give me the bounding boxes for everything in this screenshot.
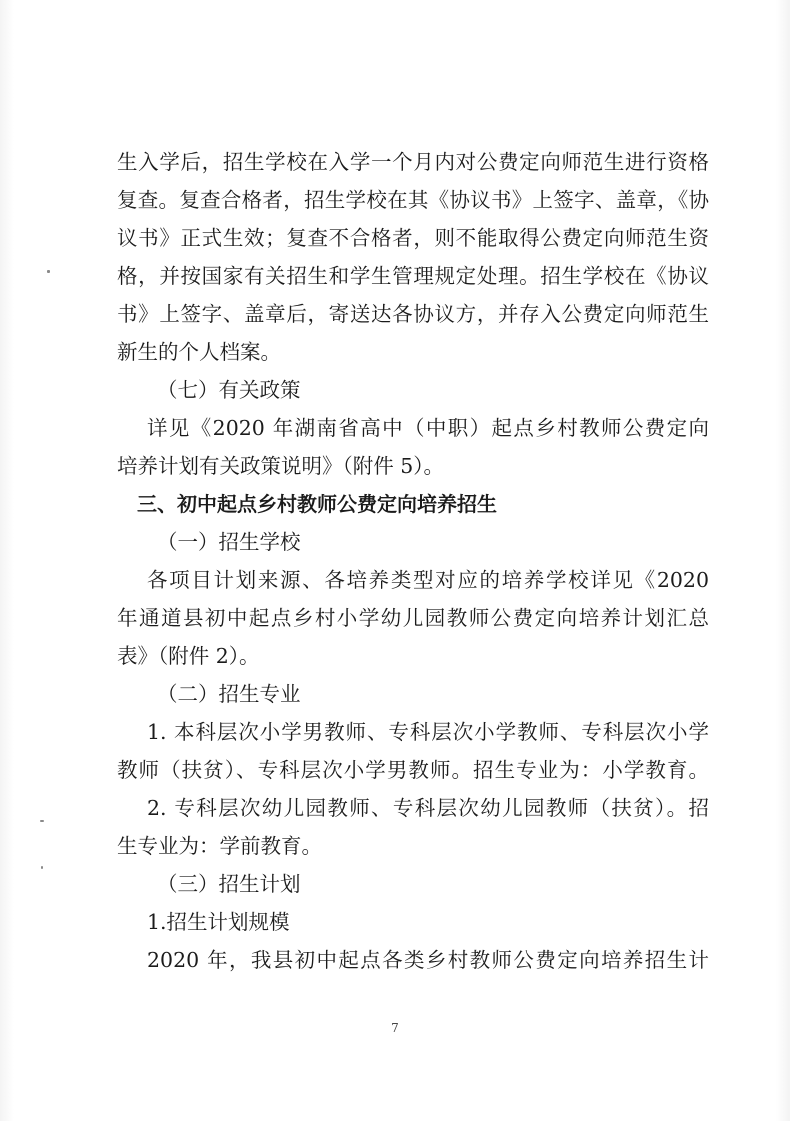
scan-speck: [41, 866, 43, 869]
body-text-line: 新生的个人档案。: [117, 340, 281, 364]
body-text-line: 详见《2020 年湖南省高中（中职）起点乡村教师公费定向: [147, 416, 709, 440]
body-text-line: 生入学后，招生学校在入学一个月内对公费定向师范生进行资格: [117, 150, 709, 174]
subsection-heading: （二）招生专业: [157, 682, 301, 706]
subsection-heading: （三）招生计划: [157, 872, 301, 896]
scan-speck: [47, 270, 50, 273]
body-text-line: 2. 专科层次幼儿园教师、专科层次幼儿园教师（扶贫）。招: [147, 796, 709, 820]
body-text-line: 培养计划有关政策说明》（附件 5）。: [117, 454, 445, 478]
body-text-line: 书》上签字、盖章后，寄送达各协议方，并存入公费定向师范生: [117, 302, 709, 326]
body-text-line: 1.招生计划规模: [147, 910, 290, 934]
body-text-line: 表》（附件 2）。: [117, 644, 260, 668]
body-text-line: 2020 年，我县初中起点各类乡村教师公费定向培养招生计: [147, 948, 709, 972]
body-text-line: 格，并按国家有关招生和学生管理规定处理。招生学校在《协议: [117, 264, 709, 288]
page-number: 7: [391, 1021, 399, 1035]
body-text-line: 各项目计划来源、各培养类型对应的培养学校详见《2020: [147, 568, 709, 592]
body-text-line: 生专业为：学前教育。: [117, 834, 322, 858]
body-text-line: 议书》正式生效；复查不合格者，则不能取得公费定向师范生资: [117, 226, 709, 250]
body-text-line: 年通道县初中起点乡村小学幼儿园教师公费定向培养计划汇总: [117, 606, 709, 630]
section-heading: 三、初中起点乡村教师公费定向培养招生: [137, 492, 497, 516]
subsection-heading: （七）有关政策: [157, 378, 301, 402]
body-text-line: 复查。复查合格者，招生学校在其《协议书》上签字、盖章，《协: [117, 188, 709, 212]
subsection-heading: （一）招生学校: [157, 530, 301, 554]
scan-speck: [40, 820, 44, 822]
body-text-line: 教师（扶贫）、专科层次小学男教师。招生专业为：小学教育。: [117, 758, 709, 782]
body-text-line: 1. 本科层次小学男教师、专科层次小学教师、专科层次小学: [147, 720, 709, 744]
